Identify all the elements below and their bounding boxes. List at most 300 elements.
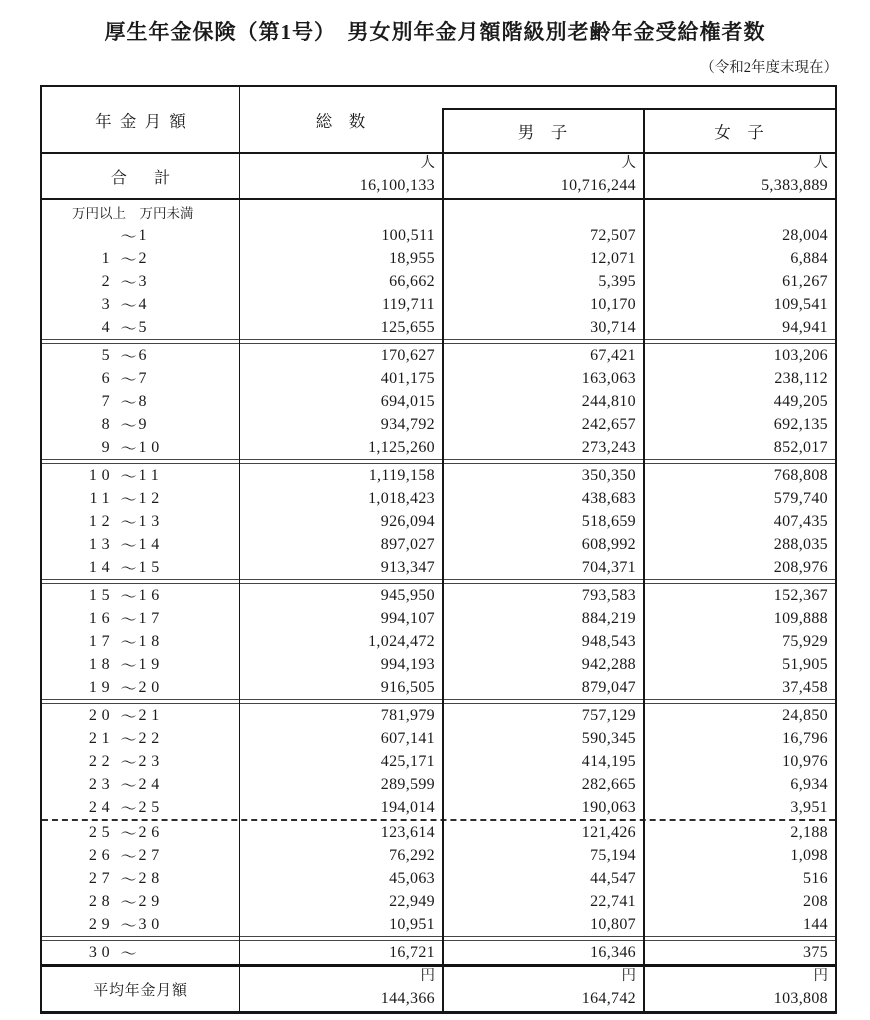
page-title: 厚生年金保険（第1号） 男女別年金月額階級別老齢年金受給権者数 [104, 20, 766, 44]
range-from: 16 [88, 609, 115, 627]
range-to: 8 [138, 392, 152, 410]
range-cell [42, 390, 239, 413]
range-tilde: ～ [120, 441, 137, 458]
range-cell [42, 844, 239, 867]
range-cell [42, 293, 239, 316]
range-units-row [42, 200, 835, 224]
male-value: 350,350 [581, 466, 636, 484]
table-row [42, 844, 835, 867]
range-tilde: ～ [120, 755, 137, 772]
male-value: 757,129 [581, 706, 636, 724]
range-from: 19 [88, 678, 115, 696]
range-tilde: ～ [120, 612, 137, 629]
range-from: 24 [88, 798, 115, 816]
average-female-value: 103,808 [773, 990, 828, 1008]
range-to: 26 [138, 823, 165, 841]
male-value: 10,170 [590, 295, 636, 313]
range-label [28, 247, 225, 270]
range-label [28, 727, 225, 750]
range-label [28, 510, 225, 533]
table-row [42, 316, 835, 339]
male-value: 16,346 [590, 943, 636, 961]
female-value: 208,976 [773, 558, 828, 576]
average-male-value: 164,742 [581, 990, 636, 1008]
male-value: 67,421 [590, 346, 636, 364]
total-value: 934,792 [380, 415, 435, 433]
unit-people: 人 [621, 155, 636, 171]
range-cell [42, 584, 239, 607]
range-label [28, 941, 225, 964]
range-cell [42, 796, 239, 819]
range-label [28, 844, 225, 867]
female-value: 375 [803, 943, 828, 961]
grand-total-male-cell [442, 154, 643, 198]
female-value: 6,884 [790, 249, 828, 267]
range-label [28, 367, 225, 390]
table-row [42, 247, 835, 270]
range-from: 15 [88, 586, 115, 604]
range-tilde: ～ [120, 395, 137, 412]
total-value: 781,979 [380, 706, 435, 724]
range-cell [42, 270, 239, 293]
pension-table [40, 85, 837, 1014]
range-tilde: ～ [120, 252, 137, 269]
range-from: 1 [101, 249, 115, 267]
table-row [42, 941, 835, 964]
range-cell [42, 464, 239, 487]
range-tilde: ～ [120, 321, 137, 338]
range-from: 22 [88, 752, 115, 770]
range-tilde: ～ [120, 635, 137, 652]
female-value: 238,112 [774, 369, 828, 387]
table-row [42, 750, 835, 773]
table-row [42, 556, 835, 579]
range-from: 30 [88, 943, 115, 961]
total-value: 694,015 [380, 392, 435, 410]
grand-total-label: 合計 [110, 169, 198, 187]
male-value: 948,543 [581, 632, 636, 650]
range-to: 2 [138, 249, 152, 267]
male-value: 884,219 [581, 609, 636, 627]
range-cell [42, 487, 239, 510]
total-value: 1,024,472 [368, 632, 435, 650]
total-value: 22,949 [389, 892, 435, 910]
female-value: 10,976 [782, 752, 828, 770]
male-value: 942,288 [581, 655, 636, 673]
range-label [28, 464, 225, 487]
range-from: 8 [101, 415, 115, 433]
table-row [42, 913, 835, 936]
table-row [42, 607, 835, 630]
grand-total-female-cell [643, 154, 835, 198]
total-value: 994,193 [380, 655, 435, 673]
table-row [42, 436, 835, 459]
range-label [28, 867, 225, 890]
col-header-male: 男子 [517, 123, 584, 142]
female-value: 24,850 [782, 706, 828, 724]
range-label [28, 533, 225, 556]
total-value: 1,119,158 [368, 466, 435, 484]
total-value: 119,711 [381, 295, 435, 313]
male-value: 242,657 [581, 415, 636, 433]
male-value: 590,345 [581, 729, 636, 747]
range-tilde: ～ [120, 492, 137, 509]
range-cell [42, 367, 239, 390]
table-row [42, 867, 835, 890]
col-header-range: 年金月額 [95, 111, 195, 131]
range-label [28, 630, 225, 653]
range-to: 24 [138, 775, 165, 793]
male-value: 121,426 [581, 823, 636, 841]
range-from: 2 [101, 272, 115, 290]
range-label [28, 224, 225, 247]
table-row [42, 390, 835, 413]
table-row [42, 367, 835, 390]
range-to: 6 [138, 346, 152, 364]
female-value: 144 [803, 915, 828, 933]
total-value: 916,505 [380, 678, 435, 696]
range-cell [42, 676, 239, 699]
female-value: 109,541 [773, 295, 828, 313]
grand-total-male-value: 10,716,244 [560, 177, 636, 195]
range-cell [42, 750, 239, 773]
total-value: 913,347 [380, 558, 435, 576]
range-cell [42, 436, 239, 459]
total-value: 123,614 [380, 823, 435, 841]
range-tilde: ～ [120, 918, 137, 935]
male-value: 190,063 [581, 798, 636, 816]
table-row [42, 487, 835, 510]
average-male-cell [442, 967, 643, 1011]
range-from: 26 [88, 846, 115, 864]
range-label [28, 293, 225, 316]
unit-yen: 円 [621, 968, 636, 984]
range-cell [42, 941, 239, 964]
range-from: 14 [88, 558, 115, 576]
total-value: 194,014 [380, 798, 435, 816]
male-value: 282,665 [581, 775, 636, 793]
range-tilde: ～ [120, 561, 137, 578]
total-value: 100,511 [381, 226, 435, 244]
range-cell [42, 867, 239, 890]
range-to: 18 [138, 632, 165, 650]
range-to: 16 [138, 586, 165, 604]
male-value: 793,583 [581, 586, 636, 604]
range-to: 29 [138, 892, 165, 910]
female-value: 208 [803, 892, 828, 910]
range-from: 23 [88, 775, 115, 793]
range-from: 27 [88, 869, 115, 887]
female-value: 692,135 [773, 415, 828, 433]
range-from: 28 [88, 892, 115, 910]
range-to: 7 [138, 369, 152, 387]
male-value: 44,547 [590, 869, 636, 887]
female-value: 852,017 [773, 438, 828, 456]
as-of-note: （令和2年度末現在） [700, 60, 838, 76]
range-from: 6 [101, 369, 115, 387]
range-label [28, 653, 225, 676]
table-row [42, 773, 835, 796]
range-label [28, 413, 225, 436]
total-value: 607,141 [380, 729, 435, 747]
range-label [28, 890, 225, 913]
male-value: 72,507 [590, 226, 636, 244]
range-from: 9 [101, 438, 115, 456]
male-value: 273,243 [581, 438, 636, 456]
range-to: 4 [138, 295, 152, 313]
total-value: 897,027 [380, 535, 435, 553]
average-row [42, 964, 835, 1011]
range-cell [42, 821, 239, 844]
table-body [42, 200, 835, 964]
range-label [28, 821, 225, 844]
table-row [42, 224, 835, 247]
range-label [28, 436, 225, 459]
male-value: 518,659 [581, 512, 636, 530]
total-value: 401,175 [380, 369, 435, 387]
average-total-cell [239, 967, 442, 1011]
range-tilde: ～ [120, 298, 137, 315]
range-cell [42, 533, 239, 556]
range-from: 4 [101, 318, 115, 336]
grid-line-vertical-thick-middle [643, 108, 645, 1011]
range-tilde: ～ [120, 538, 137, 555]
table-row [42, 464, 835, 487]
total-value: 125,655 [380, 318, 435, 336]
grand-total-total-value: 16,100,133 [359, 177, 435, 195]
range-tilde: ～ [120, 589, 137, 606]
range-from: 25 [88, 823, 115, 841]
male-value: 22,741 [590, 892, 636, 910]
range-from: 5 [101, 346, 115, 364]
range-label [28, 796, 225, 819]
range-cell [42, 247, 239, 270]
range-tilde: ～ [120, 658, 137, 675]
range-tilde: ～ [120, 895, 137, 912]
range-tilde: ～ [120, 801, 137, 818]
table-row [42, 727, 835, 750]
table-row [42, 890, 835, 913]
range-cell [42, 413, 239, 436]
range-from: 7 [101, 392, 115, 410]
range-to: 14 [138, 535, 165, 553]
range-from: 29 [88, 915, 115, 933]
range-from: 21 [88, 729, 115, 747]
table-row [42, 510, 835, 533]
range-to: 12 [138, 489, 165, 507]
unit-people: 人 [813, 155, 828, 171]
unit-yen: 円 [813, 968, 828, 984]
male-value: 75,194 [590, 846, 636, 864]
grand-total-female-value: 5,383,889 [761, 177, 828, 195]
range-label [28, 704, 225, 727]
female-value: 103,206 [773, 346, 828, 364]
range-tilde: ～ [120, 681, 137, 698]
range-label [28, 773, 225, 796]
male-value: 5,395 [598, 272, 636, 290]
range-tilde: ～ [120, 515, 137, 532]
range-label [28, 390, 225, 413]
range-to: 9 [138, 415, 152, 433]
female-value: 37,458 [782, 678, 828, 696]
range-cell [42, 316, 239, 339]
male-value: 10,807 [590, 915, 636, 933]
total-value: 10,951 [389, 915, 435, 933]
range-cell [42, 890, 239, 913]
range-cell [42, 510, 239, 533]
total-value: 945,950 [380, 586, 435, 604]
female-value: 449,205 [773, 392, 828, 410]
range-tilde: ～ [120, 469, 137, 486]
male-value: 438,683 [581, 489, 636, 507]
female-value: 109,888 [773, 609, 828, 627]
table-row [42, 704, 835, 727]
range-units-label: 万円以上 万円未満 [72, 206, 194, 221]
range-label [28, 270, 225, 293]
range-tilde: ～ [120, 349, 137, 366]
range-tilde: ～ [120, 826, 137, 843]
table-row [42, 533, 835, 556]
table-row [42, 653, 835, 676]
range-label [28, 584, 225, 607]
range-to: 20 [138, 678, 165, 696]
range-tilde: ～ [120, 709, 137, 726]
male-value: 414,195 [581, 752, 636, 770]
range-label [28, 316, 225, 339]
total-value: 994,107 [380, 609, 435, 627]
range-tilde: ～ [120, 778, 137, 795]
grid-line-vertical-thin [239, 87, 240, 1011]
range-to: 22 [138, 729, 165, 747]
range-cell [42, 556, 239, 579]
grand-total-row [42, 154, 835, 200]
range-to: 21 [138, 706, 165, 724]
range-cell [42, 913, 239, 936]
female-value: 75,929 [782, 632, 828, 650]
range-cell [42, 224, 239, 247]
table-row [42, 584, 835, 607]
table-row [42, 796, 835, 819]
range-cell [42, 344, 239, 367]
range-to: 27 [138, 846, 165, 864]
total-value: 1,018,423 [368, 489, 435, 507]
range-tilde: ～ [120, 275, 137, 292]
col-header-female: 女子 [714, 123, 781, 142]
range-cell [42, 727, 239, 750]
range-to: 30 [138, 915, 165, 933]
range-from: 20 [88, 706, 115, 724]
range-label [28, 487, 225, 510]
range-to: 10 [138, 438, 165, 456]
range-from: 12 [88, 512, 115, 530]
male-value: 163,063 [581, 369, 636, 387]
total-value: 425,171 [380, 752, 435, 770]
range-label [28, 556, 225, 579]
range-tilde: ～ [120, 872, 137, 889]
range-from: 3 [101, 295, 115, 313]
unit-yen: 円 [420, 968, 435, 984]
male-value: 30,714 [590, 318, 636, 336]
range-cell [42, 704, 239, 727]
female-value: 2,188 [790, 823, 828, 841]
female-value: 16,796 [782, 729, 828, 747]
range-to: 19 [138, 655, 165, 673]
grid-line-vertical-thick-left [442, 108, 444, 1011]
range-to: 23 [138, 752, 165, 770]
range-tilde: ～ [120, 229, 137, 246]
range-tilde: ～ [120, 732, 137, 749]
female-value: 94,941 [782, 318, 828, 336]
range-to: 17 [138, 609, 165, 627]
range-cell [42, 773, 239, 796]
range-from: 13 [88, 535, 115, 553]
total-value: 289,599 [380, 775, 435, 793]
total-value: 66,662 [389, 272, 435, 290]
range-cell [42, 653, 239, 676]
range-to: 5 [138, 318, 152, 336]
range-label [28, 676, 225, 699]
range-tilde: ～ [120, 372, 137, 389]
female-value: 28,004 [782, 226, 828, 244]
female-value: 6,934 [790, 775, 828, 793]
col-header-total: 総数 [315, 111, 382, 131]
total-value: 76,292 [389, 846, 435, 864]
table-row [42, 270, 835, 293]
range-to: 28 [138, 869, 165, 887]
range-to: 11 [138, 466, 164, 484]
range-from: 18 [88, 655, 115, 673]
total-value: 170,627 [380, 346, 435, 364]
female-value: 768,808 [773, 466, 828, 484]
female-value: 3,951 [790, 798, 828, 816]
table-row [42, 676, 835, 699]
table-row [42, 293, 835, 316]
range-to: 15 [138, 558, 165, 576]
range-to: 1 [138, 226, 152, 244]
table-row [42, 630, 835, 653]
female-value: 152,367 [773, 586, 828, 604]
female-value: 407,435 [773, 512, 828, 530]
total-value: 926,094 [380, 512, 435, 530]
average-total-value: 144,366 [380, 990, 435, 1008]
male-value: 608,992 [581, 535, 636, 553]
female-value: 288,035 [773, 535, 828, 553]
female-value: 1,098 [790, 846, 828, 864]
average-female-cell [643, 967, 835, 1011]
range-to: 3 [138, 272, 152, 290]
range-tilde: ～ [120, 946, 137, 963]
range-tilde: ～ [120, 849, 137, 866]
range-label [28, 913, 225, 936]
table-header [42, 87, 835, 154]
range-label [28, 344, 225, 367]
female-value: 51,905 [782, 655, 828, 673]
gender-header-box [442, 108, 835, 152]
female-value: 579,740 [773, 489, 828, 507]
range-cell [42, 630, 239, 653]
average-label: 平均年金月額 [93, 982, 188, 999]
range-to: 25 [138, 798, 165, 816]
female-value: 516 [803, 869, 828, 887]
range-cell [42, 607, 239, 630]
total-value: 16,721 [389, 943, 435, 961]
range-to: 13 [138, 512, 165, 530]
male-value: 244,810 [581, 392, 636, 410]
male-value: 12,071 [590, 249, 636, 267]
range-tilde: ～ [120, 418, 137, 435]
table-row [42, 821, 835, 844]
table-row [42, 413, 835, 436]
